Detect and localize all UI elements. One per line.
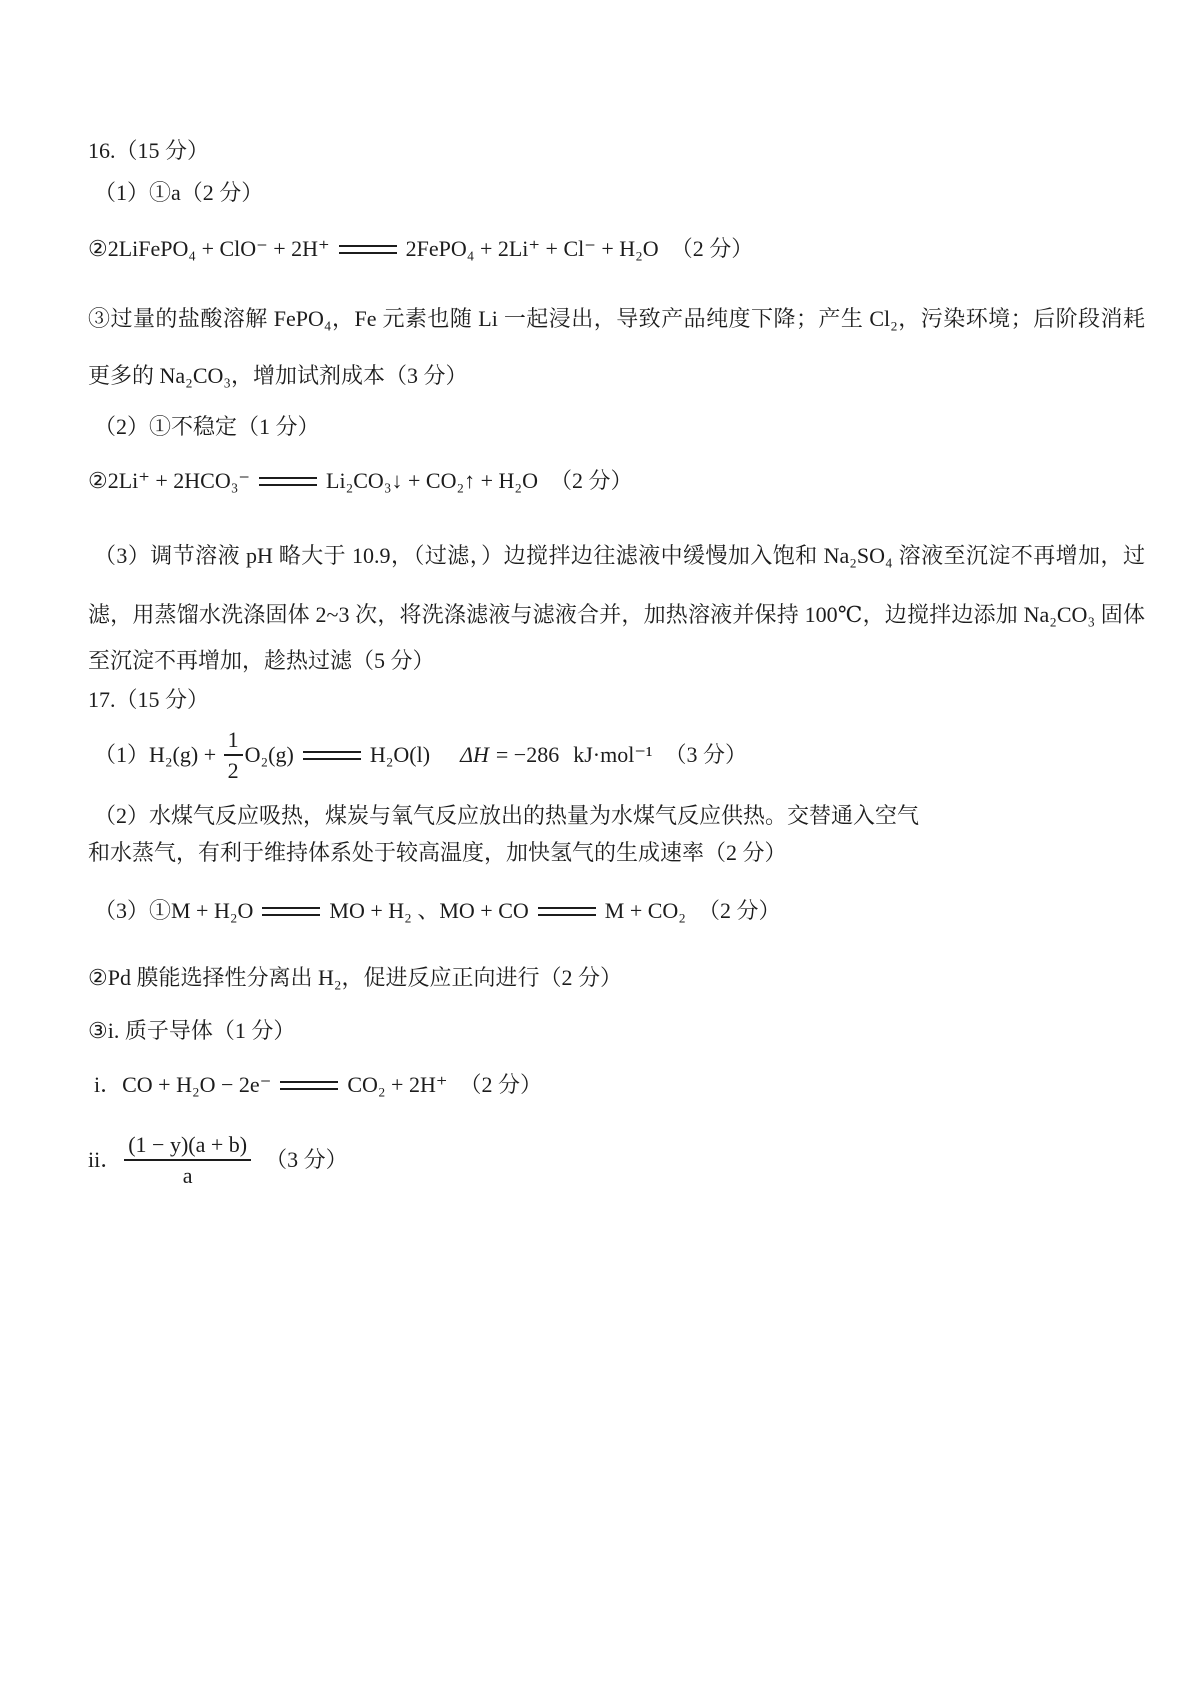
q17-part2-line2: 和水蒸气，有利于维持体系处于较高温度，加快氢气的生成速率（2 分）	[88, 840, 787, 865]
fraction-one-half	[224, 726, 243, 784]
fraction-denominator: a	[182, 1163, 193, 1188]
equation-rhs: 2FePO₄ + 2Li⁺ + Cl⁻ + H₂O	[405, 236, 659, 261]
equation1-lhs: （3）①M + H₂O	[94, 898, 254, 923]
equation-rhs: Li₂CO₃↓ + CO₂↑ + H₂O	[326, 468, 538, 493]
score-label: （3 分）	[265, 1147, 348, 1172]
fraction-expression	[124, 1131, 251, 1189]
q17-part2-line1: （2）水煤气反应吸热，煤炭与氧气反应放出的热量为水煤气反应供热。交替通入空气	[94, 803, 920, 828]
q16-part2-equation2	[88, 466, 1145, 496]
q17-part1-thermochemical-equation	[88, 726, 1145, 784]
delta-h-units: kJ·mol⁻¹	[573, 742, 653, 767]
q16-part1-equation2	[88, 234, 1145, 264]
double-bond-line	[538, 907, 596, 916]
q16-part3-line2: 滤，用蒸馏水洗涤固体 2~3 次，将洗涤滤液与滤液合并，加热溶液并保持 100℃，边搅拌边添加 Na₂CO₃ 固体	[88, 602, 1145, 627]
equation-lhs: i．CO + H₂O − 2e⁻	[94, 1072, 272, 1097]
equation2-lhs: MO + CO	[439, 898, 529, 923]
equation-prefix: （1）H₂(g) +	[94, 742, 222, 767]
q16-part1-answer1: （1）①a（2 分）	[94, 180, 264, 205]
equation-lhs: ②2LiFePO₄ + ClO⁻ + 2H⁺	[88, 236, 330, 261]
double-bond-line	[280, 1081, 338, 1090]
delta-h-value: = −286	[495, 742, 560, 767]
score-label: （2 分）	[670, 236, 754, 261]
q17-part3-fraction-answer	[88, 1131, 1145, 1189]
question-17-header: 17.（15 分）	[88, 687, 210, 712]
q17-part3-electrode-equation	[88, 1070, 1145, 1100]
double-bond-line	[259, 477, 317, 486]
q16-part3-line3: 至沉淀不再增加，趁热过滤（5 分）	[88, 648, 435, 673]
equation2-rhs: M + CO₂	[604, 898, 686, 923]
score-label: （2 分）	[549, 468, 633, 493]
item-label: ii．	[88, 1147, 123, 1172]
score-label: （3 分）	[664, 742, 748, 767]
double-bond-line	[262, 907, 320, 916]
equation-lhs: O₂(g)	[244, 742, 294, 767]
q17-part3-equation1	[88, 896, 1145, 926]
equation-rhs: H₂O(l)	[369, 742, 431, 767]
q17-part3-answer3: ③i. 质子导体（1 分）	[88, 1018, 296, 1043]
q16-part2-answer1: （2）①不稳定（1 分）	[94, 414, 320, 439]
score-label: （2 分）	[697, 898, 781, 923]
score-label: （2 分）	[459, 1072, 542, 1097]
fraction-numerator: (1 − y)(a + b)	[124, 1131, 251, 1161]
q16-part3-line1: （3）调节溶液 pH 略大于 10.9，（过滤，）边搅拌边往滤液中缓慢加入饱和 Na₂SO₄ 溶液至沉淀不再增加，过	[94, 543, 1145, 568]
delta-h-symbol: ΔH	[460, 742, 489, 767]
equation-lhs: ②2Li⁺ + 2HCO₃⁻	[88, 468, 251, 493]
double-bond-line	[303, 751, 361, 760]
equation-rhs: CO₂ + 2H⁺	[347, 1072, 448, 1097]
question-16-header: 16.（15 分）	[88, 138, 210, 163]
fraction-denominator: 2	[227, 758, 239, 783]
equation1-rhs: MO + H₂ 、	[329, 898, 440, 923]
double-bond-line	[339, 245, 397, 254]
q16-part1-answer3-line1: ③过量的盐酸溶解 FePO₄，Fe 元素也随 Li 一起浸出，导致产品纯度下降；产生 Cl₂，污染环境；后阶段消耗	[88, 306, 1145, 331]
q16-part1-answer3-line2: 更多的 Na₂CO₃，增加试剂成本（3 分）	[88, 363, 468, 388]
q17-part3-answer2: ②Pd 膜能选择性分离出 H₂，促进反应正向进行（2 分）	[88, 965, 623, 990]
fraction-numerator: 1	[224, 726, 243, 756]
